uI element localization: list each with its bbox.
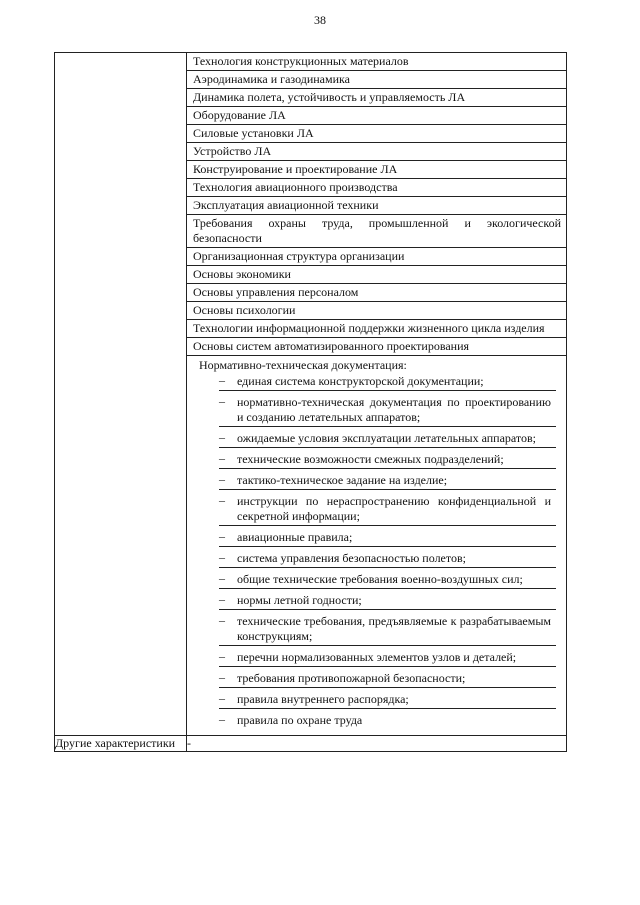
- other-row: [55, 736, 567, 752]
- list-item: Технология конструкционных материалов: [187, 53, 566, 71]
- list-item: Аэродинамика и газодинамика: [187, 71, 566, 89]
- normative-item: – технические возможности смежных подразделений;: [219, 451, 556, 469]
- requirements-table: [54, 52, 567, 752]
- normative-item: – общие технические требования военно-воздушных сил;: [219, 571, 556, 589]
- empty-label-cell: [55, 53, 187, 736]
- list-item: Основы систем автоматизированного проектирования: [187, 338, 566, 356]
- other-value: -: [187, 736, 567, 752]
- normative-list: [199, 373, 556, 729]
- normative-block: [187, 356, 566, 735]
- normative-item: – ожидаемые условия эксплуатации летательных аппаратов;: [219, 430, 556, 448]
- normative-item: – требования противопожарной безопасности;: [219, 670, 556, 688]
- list-item: Основы психологии: [187, 302, 566, 320]
- list-item: Организационная структура организации: [187, 248, 566, 266]
- list-item: Динамика полета, устойчивость и управляемость ЛА: [187, 89, 566, 107]
- list-item: Силовые установки ЛА: [187, 125, 566, 143]
- normative-item: – система управления безопасностью полетов;: [219, 550, 556, 568]
- normative-item: – нормативно-техническая документация по проектированию и созданию летательных аппаратов;: [219, 394, 556, 427]
- list-item: Технология авиационного производства: [187, 179, 566, 197]
- normative-heading: Нормативно-техническая документация:: [199, 358, 407, 372]
- normative-item: – нормы летной годности;: [219, 592, 556, 610]
- normative-item: – авиационные правила;: [219, 529, 556, 547]
- page-number: 38: [314, 13, 326, 27]
- list-item: Основы управления персоналом: [187, 284, 566, 302]
- list-item: Конструирование и проектирование ЛА: [187, 161, 566, 179]
- normative-item: – технические требования, предъявляемые к разрабатываемым конструкциям;: [219, 613, 556, 646]
- knowledge-row: [55, 53, 567, 736]
- knowledge-list: [187, 53, 566, 735]
- list-item: Оборудование ЛА: [187, 107, 566, 125]
- list-item: Эксплуатация авиационной техники: [187, 197, 566, 215]
- normative-item: – правила внутреннего распорядка;: [219, 691, 556, 709]
- other-label: Другие характеристики: [55, 736, 187, 752]
- normative-item: – единая система конструкторской документации;: [219, 373, 556, 391]
- list-item: Устройство ЛА: [187, 143, 566, 161]
- normative-item: – инструкции по нераспространению конфиденциальной и секретной информации;: [219, 493, 556, 526]
- normative-item: – перечни нормализованных элементов узлов и деталей;: [219, 649, 556, 667]
- normative-item: – правила по охране труда: [219, 712, 556, 729]
- normative-item: – тактико-техническое задание на изделие;: [219, 472, 556, 490]
- list-item: Требования охраны труда, промышленной и экологической безопасности: [187, 215, 566, 248]
- list-item: Технологии информационной поддержки жизненного цикла изделия: [187, 320, 566, 338]
- knowledge-cell: [187, 53, 567, 736]
- list-item: Основы экономики: [187, 266, 566, 284]
